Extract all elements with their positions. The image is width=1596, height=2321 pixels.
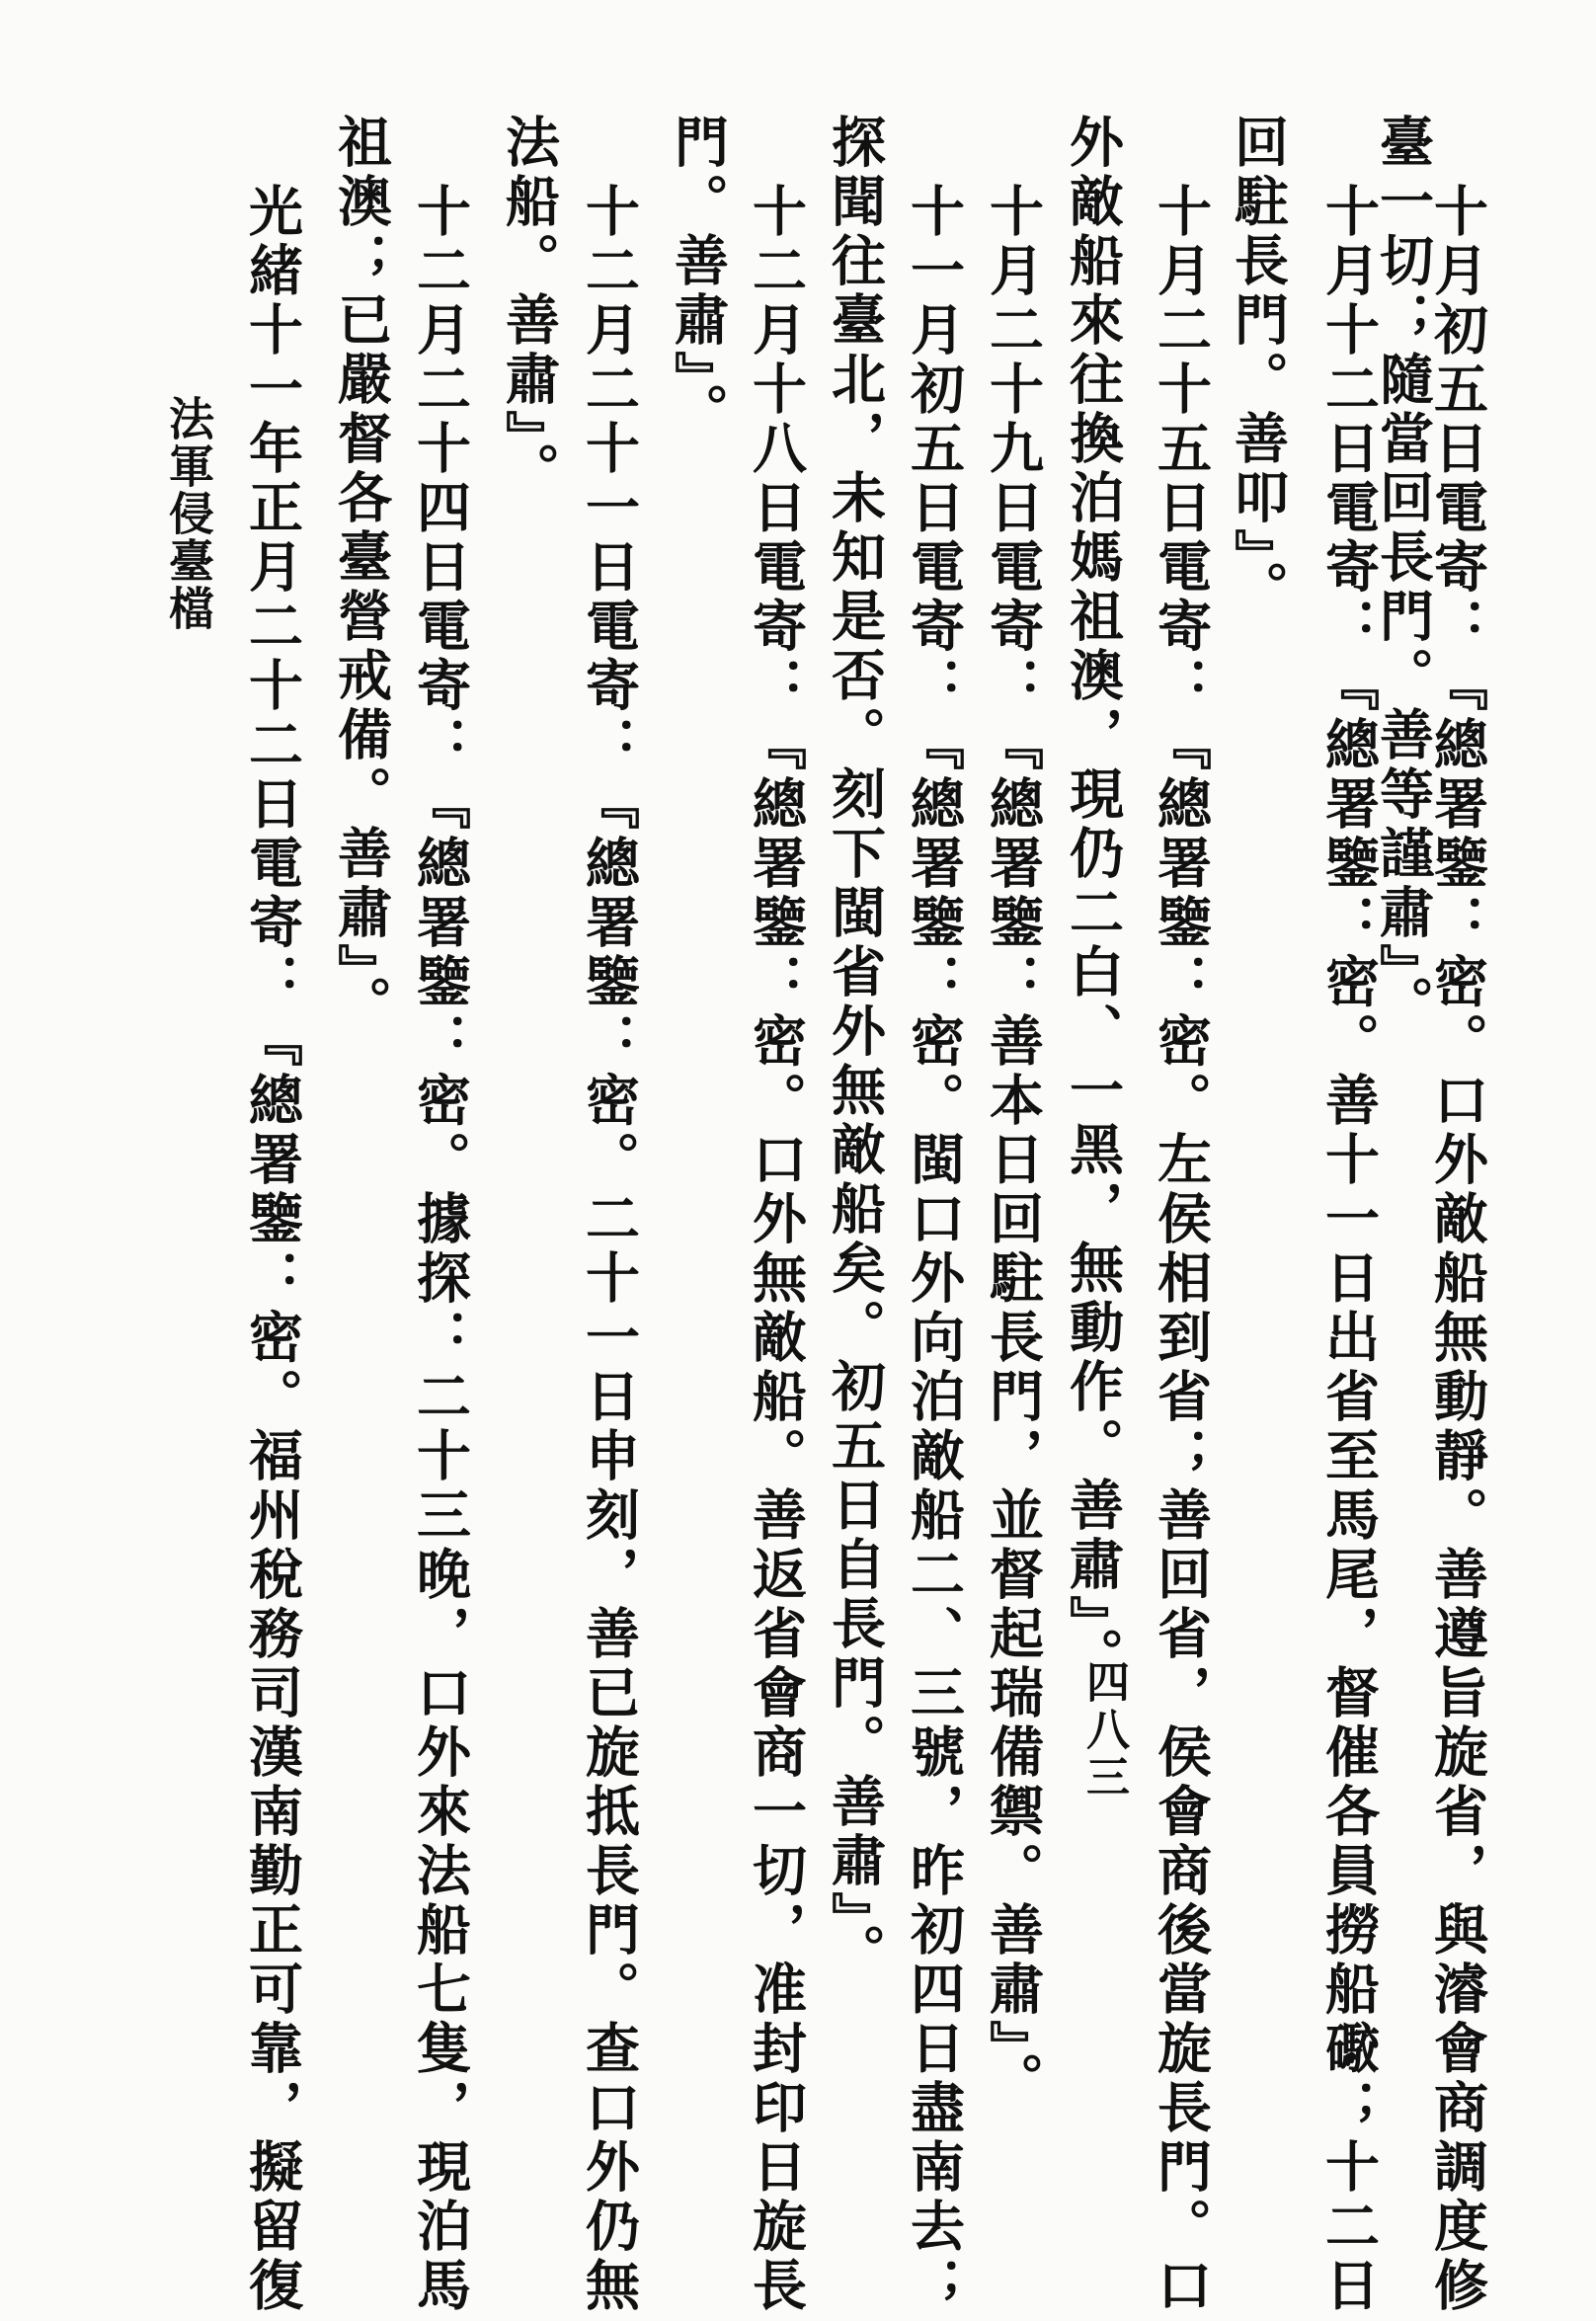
text-column: 十月二十五日電寄：『總署鑒：密。左侯相到省；善回省，侯會商後當旋長門。口: [1149, 183, 1213, 2316]
text-column: 法船。善肅』。: [497, 114, 561, 502]
running-title: 法軍侵臺檔: [162, 395, 215, 632]
text-column: 臺一切；隨當回長門。善等謹肅』。: [1371, 114, 1435, 1035]
text-column: 光緒十一年正月二十二日電寄：『總署鑒：密。福州稅務司漢南勤正可靠，擬留復: [240, 183, 304, 2316]
text-column: 十月十二日電寄：『總署鑒：密。善十一日出省至馬尾，督催各員撈船礮；十二日: [1317, 183, 1381, 2316]
page-number: 四八三: [1078, 1659, 1129, 1801]
text-column: 回駐長門。善叩』。: [1226, 114, 1290, 620]
text-column: 十二月二十四日電寄：『總署鑒：密。據探：二十三晚，口外來法船七隻，現泊馬: [408, 183, 472, 2316]
text-column: 十一月初五日電寄：『總署鑒：密。閩口外向泊敵船二、三號，昨初四日盡南去；: [902, 183, 966, 2316]
text-column: 祖澳；已嚴督各臺營戒備。善肅』。: [329, 114, 393, 1035]
text-column: 十二月十八日電寄：『總署鑒：密。口外無敵船。善返省會商一切，准封印日旋長: [744, 183, 808, 2316]
text-column: 十月二十九日電寄：『總署鑒：善本日回駐長門，並督起瑞備禦。善肅』。: [981, 183, 1045, 2112]
text-column: 門。善肅』。: [666, 114, 730, 442]
text-column: 十二月二十一日電寄：『總署鑒：密。二十一日申刻，善已旋抵長門。查口外仍無: [577, 183, 641, 2316]
text-column: 外敵船來往換泊媽祖澳，現仍二白、一黑，無動作。善肅』。: [1061, 114, 1125, 1687]
text-column: 十月初五日電寄：『總署鑒：密。口外敵船無動靜。善遵旨旋省，與濬會商調度修: [1425, 183, 1489, 2316]
text-column: 探聞往臺北，未知是否。刻下閩省外無敵船矣。初五日自長門。善肅』。: [823, 114, 887, 1983]
